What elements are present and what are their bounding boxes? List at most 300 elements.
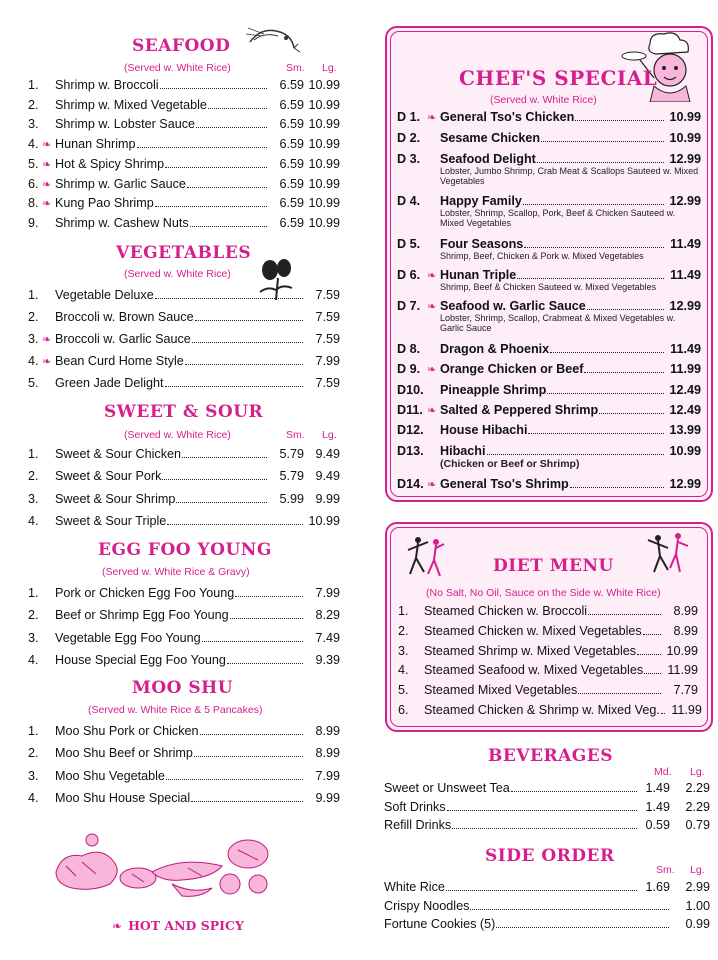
item-name: General Tso's Shrimp <box>440 477 569 491</box>
item-code: D 9. <box>397 362 421 376</box>
item-code: D 4. <box>397 194 421 208</box>
item-number: 3. <box>28 117 39 132</box>
dot-leader <box>547 393 664 394</box>
item-number: 5. <box>28 376 39 390</box>
item-code: D 2. <box>397 131 421 145</box>
hot-spicy-icon: ❧ <box>427 364 437 376</box>
item-name: Steamed Seafood w. Mixed Vegetables <box>424 663 644 678</box>
price-large: 10.99 <box>308 137 340 152</box>
price-small: 6.59 <box>279 196 304 211</box>
item-price: 12.99 <box>669 194 701 208</box>
item-number: 3. <box>28 491 39 506</box>
price-large: 10.99 <box>308 78 340 92</box>
item-name: Soft Drinks <box>384 799 446 814</box>
item-price: 11.49 <box>670 237 701 251</box>
item-name: Happy Family <box>440 194 522 208</box>
chef-special-item <box>397 403 701 417</box>
dot-leader <box>452 828 637 829</box>
item-code: D14. <box>397 477 424 491</box>
item-price: 8.99 <box>315 746 340 761</box>
item-code: D 1. <box>397 110 421 124</box>
dot-leader <box>235 596 303 597</box>
seafood-subtitle: (Served w. White Rice) <box>124 62 231 74</box>
price-large: 2.29 <box>685 799 710 814</box>
item-name: Hunan Shrimp <box>55 137 136 152</box>
menu-item <box>28 492 340 510</box>
item-price: 12.99 <box>669 477 701 491</box>
price-small: 1.49 <box>645 781 670 795</box>
item-name: Crispy Noodles <box>384 898 470 913</box>
item-number: 2. <box>28 469 39 484</box>
item-number: 4. <box>28 137 39 152</box>
menu-item <box>28 653 340 671</box>
item-code: D 6. <box>397 268 421 282</box>
item-description: Shrimp, Beef & Chicken Sauteed w. Mixed Vegetables <box>440 282 657 292</box>
hot-spicy-icon: ❧ <box>42 139 52 152</box>
dot-leader <box>588 614 661 615</box>
hot-spicy-icon: ❧ <box>427 112 437 124</box>
item-name: Steamed Chicken w. Mixed Vegetables <box>424 623 642 638</box>
item-name: Four Seasons <box>440 237 524 251</box>
menu-item <box>28 769 340 787</box>
chef-special-line <box>397 268 701 282</box>
dot-leader <box>162 479 267 480</box>
dot-leader <box>537 162 664 163</box>
dot-leader <box>643 634 661 635</box>
item-price: 10.99 <box>308 513 340 528</box>
menu-item <box>384 917 710 935</box>
item-number: 1. <box>28 447 39 461</box>
item-description: Lobster, Shrimp, Scallop, Crabmeat & Mixed Vegetables w. Garlic Sauce <box>440 313 676 333</box>
item-description: Lobster, Jumbo Shrimp, Crab Meat & Scallops Sauteed w. Mixed Vegetables <box>440 166 699 186</box>
dot-leader <box>190 226 267 227</box>
item-name: Broccoli w. Garlic Sauce <box>55 332 191 346</box>
price-small: 5.79 <box>279 469 304 484</box>
price-large: 10.99 <box>308 117 340 132</box>
price-small: 0.59 <box>645 818 670 833</box>
price-large: 9.99 <box>315 491 340 506</box>
item-name: Bean Curd Home Style <box>55 354 184 368</box>
diet-menu-item <box>398 683 698 701</box>
item-price: 9.99 <box>315 790 340 805</box>
item-price: 7.99 <box>315 586 340 600</box>
chef-special-line <box>397 299 701 313</box>
sweet-sour-subtitle: (Served w. White Rice) <box>124 429 231 441</box>
menu-item <box>28 78 340 96</box>
dot-leader <box>182 457 267 458</box>
item-price: 11.99 <box>671 703 702 717</box>
hot-spicy-icon: ❧ <box>427 405 437 417</box>
dot-leader <box>523 204 664 205</box>
item-name: Green Jade Delight <box>55 376 164 390</box>
item-code: D 3. <box>397 152 421 166</box>
chef-special-line <box>397 362 701 376</box>
dot-leader <box>187 187 267 188</box>
item-price: 13.99 <box>669 423 701 437</box>
item-price: 7.59 <box>315 310 340 324</box>
hot-spicy-icon: ❧ <box>427 479 437 491</box>
diet-menu-item <box>398 604 698 622</box>
price-small: 6.59 <box>279 156 304 171</box>
item-price: 8.99 <box>315 724 340 738</box>
price-small: 6.59 <box>279 215 304 230</box>
chef-special-item <box>397 110 701 124</box>
item-number: 3. <box>28 630 39 645</box>
item-price: 12.49 <box>669 403 701 417</box>
dot-leader <box>165 386 303 387</box>
item-number: 4. <box>398 663 409 678</box>
dot-leader <box>550 352 664 353</box>
dot-leader <box>155 206 267 207</box>
item-code: D11. <box>397 403 423 417</box>
menu-item <box>28 177 340 195</box>
chef-special-item <box>397 194 701 228</box>
beverages-col-lg: Lg. <box>690 766 705 778</box>
hot-spicy-legend <box>112 918 244 933</box>
item-number: 6. <box>398 703 409 717</box>
dot-leader <box>447 810 637 811</box>
item-number: 2. <box>398 623 409 638</box>
chef-special-line <box>397 383 701 397</box>
item-price: 10.99 <box>669 131 701 145</box>
dot-leader <box>200 734 304 735</box>
item-name: Steamed Chicken & Shrimp w. Mixed Veg. <box>424 703 660 717</box>
egg-foo-young-subtitle: (Served w. White Rice & Gravy) <box>102 566 250 578</box>
item-price: 7.59 <box>315 376 340 390</box>
dot-leader <box>661 713 665 714</box>
seafood-title: SEAFOOD <box>132 36 231 56</box>
chefs-special-subtitle: (Served w. White Rice) <box>490 94 597 106</box>
side-order-title: SIDE ORDER <box>485 846 615 866</box>
sweet-sour-col-sm: Sm. <box>286 429 305 441</box>
item-name: Refill Drinks <box>384 818 452 833</box>
menu-item <box>28 447 340 465</box>
menu-item <box>28 98 340 116</box>
item-number: 5. <box>398 683 409 698</box>
seafood-col-lg: Lg. <box>322 62 337 74</box>
item-number: 4. <box>28 354 39 368</box>
item-number: 2. <box>28 310 39 324</box>
item-code: D13. <box>397 444 424 458</box>
item-price: 10.99 <box>666 643 698 658</box>
item-price: 12.99 <box>669 152 701 166</box>
dot-leader <box>575 120 664 121</box>
diet-menu-subtitle: (No Salt, No Oil, Sauce on the Side w. White Rice) <box>426 587 661 599</box>
dot-leader <box>165 167 267 168</box>
menu-item <box>28 746 340 764</box>
chef-special-item <box>397 362 701 376</box>
menu-item <box>28 724 340 742</box>
item-name: Shrimp w. Garlic Sauce <box>55 176 186 191</box>
price-large: 9.49 <box>315 447 340 461</box>
item-price: 11.49 <box>670 268 701 282</box>
menu-item <box>28 791 340 809</box>
food-illustration-icon <box>52 832 282 905</box>
chef-special-item <box>397 237 701 261</box>
legend-label: HOT AND SPICY <box>128 918 244 933</box>
menu-item <box>28 514 340 532</box>
menu-item <box>28 354 340 372</box>
side-order-col-lg: Lg. <box>690 864 705 876</box>
chef-special-item <box>397 342 701 356</box>
price-large: 0.79 <box>685 818 710 833</box>
chef-special-line <box>397 444 701 458</box>
item-code: D10. <box>397 383 424 397</box>
menu-item <box>28 332 340 350</box>
item-price: 7.99 <box>315 354 340 368</box>
item-name: Kung Pao Shrimp <box>55 196 154 211</box>
item-name: Hibachi <box>440 444 486 458</box>
menu-item <box>28 631 340 649</box>
menu-item <box>28 196 340 214</box>
hot-spicy-icon: ❧ <box>42 198 52 211</box>
item-name: Shrimp w. Mixed Vegetable <box>55 97 207 112</box>
hot-spicy-icon: ❧ <box>42 178 52 191</box>
chef-special-line <box>397 342 701 356</box>
chef-special-item <box>397 423 701 437</box>
chef-special-line <box>397 477 701 491</box>
dot-leader <box>176 502 267 503</box>
dot-leader <box>599 413 664 414</box>
sweet-sour-col-lg: Lg. <box>322 429 337 441</box>
shrimp-illustration-icon <box>244 22 300 61</box>
chef-special-item <box>397 383 701 397</box>
item-name: Sweet & Sour Pork <box>55 469 162 484</box>
diet-menu-item <box>398 663 698 681</box>
menu-item <box>384 899 710 917</box>
item-number: 1. <box>28 724 39 738</box>
item-name: Shrimp w. Broccoli <box>55 78 159 92</box>
moo-shu-subtitle: (Served w. White Rice & 5 Pancakes) <box>88 704 263 716</box>
price-small: 6.59 <box>279 137 304 152</box>
item-name: Moo Shu Vegetable <box>55 768 165 783</box>
dot-leader <box>191 801 303 802</box>
price-small: 6.59 <box>279 97 304 112</box>
price-small: 6.59 <box>279 78 304 92</box>
item-name: Broccoli w. Brown Sauce <box>55 310 194 324</box>
dot-leader <box>196 127 267 128</box>
item-number: 4. <box>28 652 39 667</box>
item-price: 9.39 <box>315 652 340 667</box>
item-description: Shrimp, Beef, Chicken & Pork w. Mixed Vegetables <box>440 251 644 261</box>
menu-item <box>384 781 710 799</box>
item-number: 4. <box>28 790 39 805</box>
item-name: Pineapple Shrimp <box>440 383 547 397</box>
vegetables-subtitle: (Served w. White Rice) <box>124 268 231 280</box>
dot-leader <box>166 779 303 780</box>
item-code: D12. <box>397 423 424 437</box>
menu-item <box>28 608 340 626</box>
price-large: 10.99 <box>308 196 340 211</box>
diet-menu-item <box>398 703 702 721</box>
dancers-left-icon <box>404 534 448 583</box>
chef-special-item <box>397 131 701 145</box>
item-price: 7.59 <box>315 288 340 302</box>
dot-leader <box>644 673 661 674</box>
item-price: 8.99 <box>673 623 698 638</box>
dot-leader <box>524 247 664 248</box>
dot-leader <box>541 141 664 142</box>
diet-menu-item <box>398 624 698 642</box>
hot-spicy-icon: ❧ <box>42 356 52 368</box>
chef-special-line <box>397 237 701 251</box>
price-large: 2.29 <box>685 781 710 795</box>
item-price: 11.99 <box>670 362 701 376</box>
item-name: Moo Shu Beef or Shrimp <box>55 746 193 761</box>
item-name: White Rice <box>384 880 445 894</box>
menu-item <box>28 376 340 394</box>
dot-leader <box>528 433 664 434</box>
item-name: Sweet & Sour Shrimp <box>55 491 176 506</box>
item-price: 8.29 <box>315 608 340 623</box>
item-name: Vegetable Deluxe <box>55 288 154 302</box>
menu-item <box>28 310 340 328</box>
item-name: Dragon & Phoenix <box>440 342 550 356</box>
dot-leader <box>160 88 267 89</box>
item-number: 8. <box>28 196 39 211</box>
item-name: Sesame Chicken <box>440 131 541 145</box>
dot-leader <box>517 278 664 279</box>
item-name: Pork or Chicken Egg Foo Young <box>55 586 235 600</box>
item-number: 4. <box>28 513 39 528</box>
price-small: 1.69 <box>645 880 670 894</box>
item-name: Vegetable Egg Foo Young <box>55 630 201 645</box>
item-price: 12.49 <box>669 383 701 397</box>
chef-special-line <box>397 131 701 145</box>
item-name: Beef or Shrimp Egg Foo Young <box>55 608 229 623</box>
menu-item <box>28 137 340 155</box>
item-name: Hot & Spicy Shrimp <box>55 156 165 171</box>
item-name: Sweet & Sour Triple <box>55 513 167 528</box>
chef-special-line <box>397 152 701 166</box>
seafood-col-sm: Sm. <box>286 62 305 74</box>
item-code: D 5. <box>397 237 421 251</box>
item-name: Sweet & Sour Chicken <box>55 447 181 461</box>
item-number: 9. <box>28 215 39 230</box>
item-price: 1.00 <box>685 898 710 913</box>
item-price: 10.99 <box>669 444 701 458</box>
item-price: 7.59 <box>315 332 340 346</box>
dot-leader <box>578 693 661 694</box>
dancers-right-icon <box>646 530 690 581</box>
chefs-special-title: CHEF'S SPECIAL <box>459 66 658 90</box>
item-number: 2. <box>28 608 39 623</box>
dot-leader <box>185 364 303 365</box>
item-name: Sweet or Unsweet Tea <box>384 781 510 795</box>
item-name: General Tso's Chicken <box>440 110 575 124</box>
item-name: Moo Shu Pork or Chicken <box>55 724 199 738</box>
price-small: 1.49 <box>645 799 670 814</box>
vegetables-title: VEGETABLES <box>116 243 252 263</box>
item-name: Orange Chicken or Beef <box>440 362 584 376</box>
chef-special-line <box>397 194 701 208</box>
menu-item <box>384 818 710 836</box>
item-name: Fortune Cookies (5) <box>384 917 496 932</box>
item-number: 3. <box>28 332 39 346</box>
item-price: 10.99 <box>669 110 701 124</box>
menu-item <box>28 216 340 234</box>
item-price: 0.99 <box>685 917 710 932</box>
dot-leader <box>570 487 664 488</box>
diet-menu-item <box>398 644 698 662</box>
moo-shu-title: MOO SHU <box>132 678 234 698</box>
chef-special-item <box>397 444 701 470</box>
item-name: Salted & Peppered Shrimp <box>440 403 599 417</box>
item-name: Seafood w. Garlic Sauce <box>440 299 586 313</box>
dot-leader <box>230 618 303 619</box>
item-number: 1. <box>28 586 39 600</box>
item-number: 3. <box>398 643 409 658</box>
item-number: 6. <box>28 176 39 191</box>
menu-item <box>28 117 340 135</box>
menu-item <box>28 586 340 604</box>
hot-spicy-icon: ❧ <box>427 270 437 282</box>
price-large: 9.49 <box>315 469 340 484</box>
item-name: Steamed Mixed Vegetables <box>424 683 578 698</box>
side-order-col-sm: Sm. <box>656 864 675 876</box>
chef-special-item <box>397 152 701 186</box>
menu-item <box>384 800 710 818</box>
dot-leader <box>194 756 303 757</box>
item-number: 1. <box>28 78 39 92</box>
price-small: 6.59 <box>279 117 304 132</box>
chef-special-item <box>397 477 701 491</box>
item-name: Hunan Triple <box>440 268 517 282</box>
item-name: Steamed Chicken w. Broccoli <box>424 604 588 618</box>
chef-special-line <box>397 403 701 417</box>
item-number: 3. <box>28 768 39 783</box>
menu-item <box>384 880 710 898</box>
item-number: 2. <box>28 746 39 761</box>
price-large: 10.99 <box>308 97 340 112</box>
sweet-sour-title: SWEET & SOUR <box>104 402 264 422</box>
item-price: 7.79 <box>673 683 698 698</box>
dot-leader <box>202 641 303 642</box>
item-name: House Special Egg Foo Young <box>55 652 226 667</box>
item-number: 2. <box>28 97 39 112</box>
item-price: 11.99 <box>667 663 698 678</box>
hot-spicy-icon: ❧ <box>42 334 52 346</box>
chef-special-item <box>397 299 701 333</box>
item-price: 7.49 <box>315 630 340 645</box>
item-price: 7.99 <box>315 768 340 783</box>
menu-item <box>28 469 340 487</box>
item-number: 1. <box>398 604 409 618</box>
price-large: 10.99 <box>308 215 340 230</box>
dot-leader <box>511 791 637 792</box>
egg-foo-young-title: EGG FOO YOUNG <box>98 540 272 560</box>
item-name: House Hibachi <box>440 423 528 437</box>
chef-special-line <box>397 423 701 437</box>
menu-item <box>28 288 340 306</box>
dot-leader <box>487 454 665 455</box>
hot-spicy-icon: ❧ <box>42 158 52 171</box>
item-name: Shrimp w. Cashew Nuts <box>55 215 189 230</box>
price-large: 2.99 <box>685 880 710 894</box>
item-price: 8.99 <box>673 604 698 618</box>
menu-item <box>28 157 340 175</box>
price-small: 5.99 <box>279 491 304 506</box>
dot-leader <box>470 909 669 910</box>
chef-special-item <box>397 268 701 292</box>
dot-leader <box>496 927 669 928</box>
dot-leader <box>208 108 267 109</box>
dot-leader <box>155 298 303 299</box>
dot-leader <box>446 890 637 891</box>
item-name: Steamed Shrimp w. Mixed Vegetables <box>424 643 637 658</box>
item-name: Seafood Delight <box>440 152 536 166</box>
dot-leader <box>584 372 664 373</box>
